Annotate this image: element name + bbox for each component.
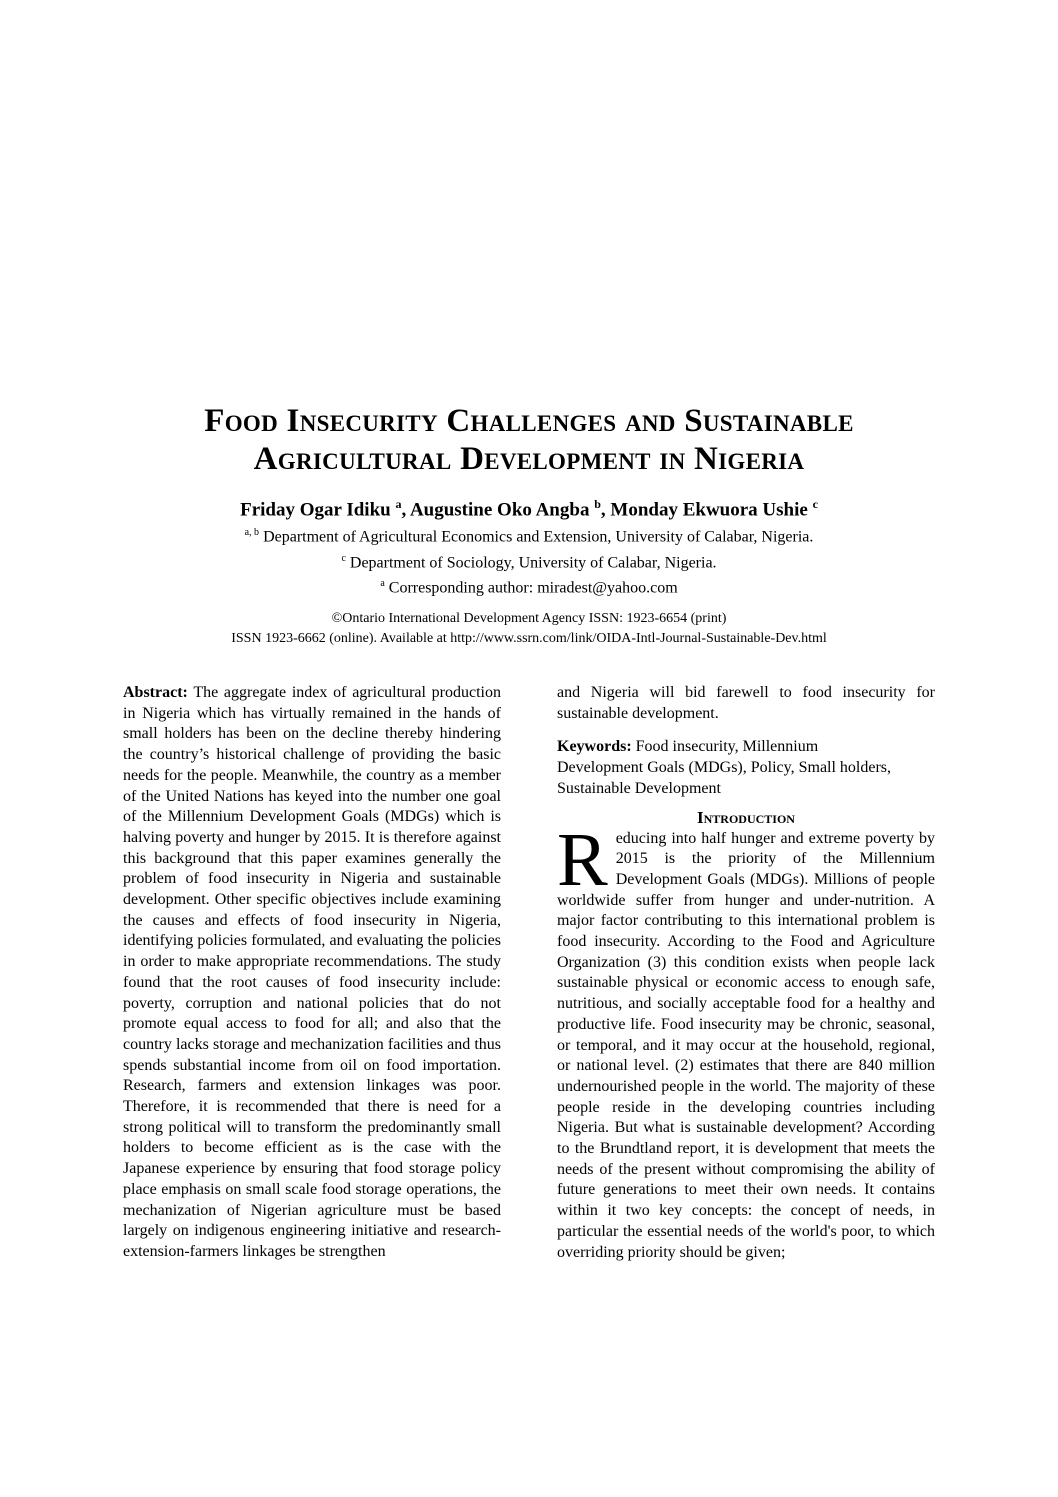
publisher-block bbox=[0, 609, 1058, 649]
affiliation-mark: c bbox=[341, 552, 346, 564]
keywords-line: Sustainable Development bbox=[557, 779, 721, 797]
masthead bbox=[0, 402, 1058, 649]
keywords-block bbox=[557, 737, 935, 799]
authors-line bbox=[0, 492, 1058, 522]
section-heading-introduction: Introduction bbox=[697, 807, 795, 827]
paper-title bbox=[0, 402, 1058, 478]
affiliation-mark: a bbox=[380, 577, 385, 589]
author-affiliation-mark: a bbox=[395, 497, 402, 511]
abstract-continuation: and Nigeria will bid farewell to food insecurity for sustainable development. bbox=[557, 684, 935, 722]
corresponding-author-text: Corresponding author: miradest@yahoo.com bbox=[384, 579, 678, 597]
keywords-line bbox=[557, 737, 935, 758]
author-separator: , bbox=[600, 499, 611, 521]
author-name: Augustine Oko Angba bbox=[409, 499, 590, 521]
author-separator: , bbox=[401, 499, 410, 521]
drop-cap: R bbox=[557, 817, 608, 902]
affiliation-text: Department of Sociology, University of Calabar, Nigeria. bbox=[345, 553, 717, 571]
keywords-text: Food insecurity, Millennium bbox=[631, 738, 819, 756]
abstract-text: The aggregate index of agricultural production in Nigeria which has virtually remained in the hands of small holders has been on the decline thereby hindering the country’s historical challenge of providing the basic needs for the people. Meanwhile, the country as a member of the United Nations has keyed into the number one goal of the Millennium Development Goals (MDGs) which is halving poverty and hunger by 2015. It is therefore against this background that this paper examines generally the problem of food insecurity in Nigeria and sustainable development. Other specific objectives include examining the causes and effects of food insecurity in Nigeria, identifying policies formulated, and evaluating the policies in order to make appropriate recommendations. The study found that the root causes of food insecurity include: poverty, corruption and national policies that do not promote equal access to food for all; and also that the country lacks storage and mechanization facilities and thus spends substantial income from oil on food importation. Research, farmers and extension linkages was poor. Therefore, it is recommended that there is need for a strong political will to transform the predominantly small holders to become efficient as is the case with the Japanese experience by ensuring that food storage policy place emphasis on small scale food storage operations, the mechanization of Nigerian agriculture must be based largely on indigenous engineering initiative and research-extension-farmers linkages be strengthen bbox=[123, 684, 501, 1260]
body-columns bbox=[123, 683, 935, 1263]
copyright-issn-line: ©Ontario International Development Agency ISSN: 1923-6654 (print) bbox=[331, 611, 727, 627]
affiliation-line bbox=[0, 522, 1058, 547]
introduction-text: educing into half hunger and extreme poverty by 2015 is the priority of the Millennium Development Goals (MDGs). Millions of people worldwide suffer from hunger and under-nutrition. A major factor contributing to this international problem is food insecurity. According to the Food and Agriculture Organization (3) this condition exists when people lack sustainable physical or economic access to enough safe, nutritious, and socially acceptable food for a healthy and productive life. Food insecurity may be chronic, seasonal, or temporal, and it may occur at the household, regional, or national level. (2) estimates that there are 840 million undernourished people in the world. The majority of these people reside in the developing countries including Nigeria. But what is sustainable development? According to the Brundtland report, it is development that meets the needs of the present without compromising the ability of future generations to meet their own needs. It contains within it two key concepts: the concept of needs, in particular the essential needs of the world's poor, to which overriding priority should be given; bbox=[557, 829, 935, 1261]
affiliations bbox=[0, 522, 1058, 598]
affiliation-line bbox=[0, 548, 1058, 573]
abstract-label: Abstract: bbox=[123, 684, 188, 701]
author-name: Monday Ekwuora Ushie bbox=[610, 499, 808, 521]
affiliation-mark: a, b bbox=[244, 527, 260, 539]
author-name: Friday Ogar Idiku bbox=[240, 499, 391, 521]
keywords-label: Keywords: bbox=[557, 738, 632, 756]
affiliation-text: Department of Agricultural Economics and Extension, University of Calabar, Nigeria. bbox=[259, 528, 814, 546]
title-line-1: Food Insecurity Challenges and Sustainable bbox=[204, 403, 854, 439]
keywords-line: Development Goals (MDGs), Policy, Small holders, bbox=[557, 759, 892, 777]
title-line-2: Agricultural Development in Nigeria bbox=[253, 441, 805, 477]
author-affiliation-mark: c bbox=[812, 497, 818, 511]
availability-line: ISSN 1923-6662 (online). Available at http://www.ssrn.com/link/OIDA-Intl-Journal-Sustainable-Dev.html bbox=[231, 631, 827, 647]
corresponding-author-line bbox=[0, 573, 1058, 598]
right-column bbox=[557, 683, 935, 1263]
abstract-paragraph bbox=[123, 683, 501, 1263]
author-affiliation-mark: b bbox=[594, 497, 601, 511]
left-column bbox=[123, 683, 501, 1263]
